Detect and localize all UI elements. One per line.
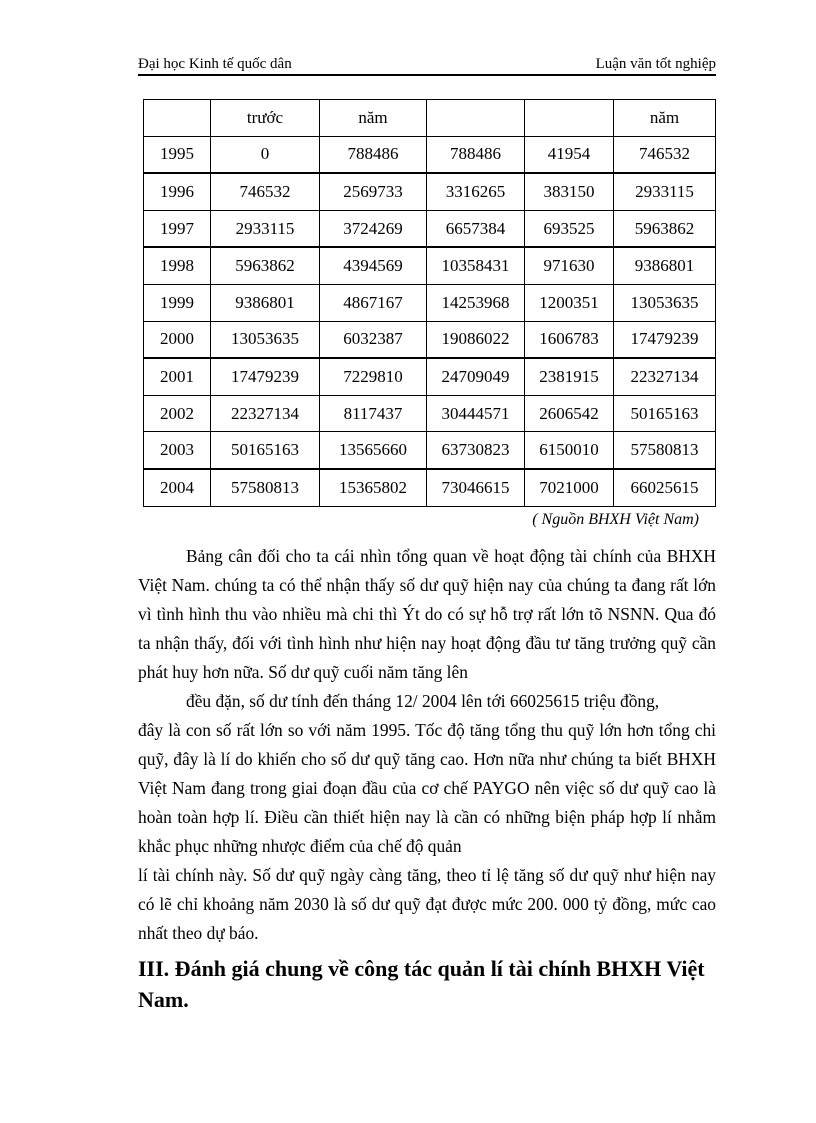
table-cell: 17479239 (211, 358, 320, 395)
table-cell (427, 100, 525, 137)
table-cell: 57580813 (211, 469, 320, 506)
table-row (144, 210, 716, 247)
table-cell: 17479239 (614, 321, 716, 358)
table-row (144, 284, 716, 321)
table-cell: 7021000 (525, 469, 614, 506)
page-header (138, 52, 716, 76)
table-cell: 1995 (144, 136, 211, 173)
table-cell: 73046615 (427, 469, 525, 506)
table-cell: 3316265 (427, 173, 525, 210)
table-cell: 22327134 (211, 395, 320, 432)
table-cell: 2933115 (211, 210, 320, 247)
table-cell: 5963862 (211, 247, 320, 284)
table-cell: 2001 (144, 358, 211, 395)
table-cell: 788486 (427, 136, 525, 173)
table-cell: 971630 (525, 247, 614, 284)
table-cell: 4867167 (320, 284, 427, 321)
table-cell: 383150 (525, 173, 614, 210)
table-cell: 8117437 (320, 395, 427, 432)
table-cell: 9386801 (614, 247, 716, 284)
table-cell: 0 (211, 136, 320, 173)
table-cell: 13565660 (320, 432, 427, 469)
table-row (144, 100, 716, 137)
table-cell: 66025615 (614, 469, 716, 506)
table-cell: 3724269 (320, 210, 427, 247)
table-cell: trước (211, 100, 320, 137)
table-cell: 9386801 (211, 284, 320, 321)
table-cell: 746532 (211, 173, 320, 210)
table-cell: 2004 (144, 469, 211, 506)
paragraph-1: Bảng cân đối cho ta cái nhìn tổng quan về hoạt động tài chính của BHXH Việt Nam. chúng ta có thể nhận thấy số dư quỹ hiện nay của chúng ta đang rất lớn vì tình hình thu vào nhiều mà chi thì Ýt do có sự hỗ trợ rất lớn tõ NSNN. Qua đó ta nhận thấy, đối với tình hình như hiện nay hoạt động đầu tư tăng trưởng quỹ cần phát huy hơn nữa. Số dư quỹ cuối năm tăng lên (138, 546, 716, 682)
table-cell: 6032387 (320, 321, 427, 358)
table-cell (144, 100, 211, 137)
table-cell: 14253968 (427, 284, 525, 321)
table-cell: 15365802 (320, 469, 427, 506)
section-heading: III. Đánh giá chung về công tác quản lí tài chính BHXH Việt Nam. (138, 956, 705, 1012)
source-note: ( Nguồn BHXH Việt Nam) (532, 511, 699, 528)
paragraph-3: lí tài chính này. Số dư quỹ ngày càng tăng, theo tỉ lệ tăng số dư quỹ như hiện nay có lẽ chỉ khoảng năm 2030 là số dư quỹ đạt được mức 200. 000 tỷ đồng, mức cao nhất theo dự báo. (138, 865, 716, 943)
table-cell: 13053635 (211, 321, 320, 358)
table-cell: 1996 (144, 173, 211, 210)
header-document-type: Luận văn tốt nghiệp (595, 56, 716, 72)
table-row (144, 358, 716, 395)
table-cell: 41954 (525, 136, 614, 173)
table-cell: 22327134 (614, 358, 716, 395)
table-row (144, 395, 716, 432)
table-cell: 50165163 (614, 395, 716, 432)
header-university: Đại học Kinh tế quốc dân (138, 56, 292, 72)
table-cell: 19086022 (427, 321, 525, 358)
paragraph-2 (138, 687, 716, 861)
table-cell: 1998 (144, 247, 211, 284)
table-cell: 746532 (614, 136, 716, 173)
paragraph-2-first-line: đều đặn, số dư tính đến tháng 12/ 2004 lên tới 66025615 triệu đồng, (186, 691, 660, 711)
table-cell: 30444571 (427, 395, 525, 432)
table-row (144, 247, 716, 284)
table-cell: 693525 (525, 210, 614, 247)
table-row (144, 469, 716, 506)
table-cell (525, 100, 614, 137)
table-cell: 2381915 (525, 358, 614, 395)
table-cell: 788486 (320, 136, 427, 173)
table-cell: 1999 (144, 284, 211, 321)
table-cell: 63730823 (427, 432, 525, 469)
table-row (144, 321, 716, 358)
table-cell: 2003 (144, 432, 211, 469)
table-cell: 10358431 (427, 247, 525, 284)
table-row (144, 432, 716, 469)
table-cell: 24709049 (427, 358, 525, 395)
table-cell: 1997 (144, 210, 211, 247)
paragraph-2-rest: đây là con số rất lớn so với năm 1995. Tốc độ tăng tổng thu quỹ lớn hơn tổng chi quỹ, đây là lí do khiến cho số dư quỹ tăng cao. Hơn nữa như chúng ta biết BHXH Việt Nam đang trong giai đoạn đầu của cơ chế PAYGO nên việc số dư quỹ cao là hoàn toàn hợp lí. Điều cần thiết hiện nay là cần có những biện pháp hợp lí nhằm khắc phục những nhược điểm của chế độ quản (138, 720, 716, 856)
table-cell: 2002 (144, 395, 211, 432)
table-cell: 6657384 (427, 210, 525, 247)
fund-balance-table (143, 99, 716, 507)
table-cell: 2606542 (525, 395, 614, 432)
table-cell: 4394569 (320, 247, 427, 284)
table-cell: 2569733 (320, 173, 427, 210)
table-cell: 1200351 (525, 284, 614, 321)
table-cell: 1606783 (525, 321, 614, 358)
table-cell: 6150010 (525, 432, 614, 469)
table-cell: 57580813 (614, 432, 716, 469)
table-cell: 2933115 (614, 173, 716, 210)
table-cell: năm (320, 100, 427, 137)
table-cell: 7229810 (320, 358, 427, 395)
table-row (144, 136, 716, 173)
table-cell: 5963862 (614, 210, 716, 247)
table-cell: 2000 (144, 321, 211, 358)
table-cell: 50165163 (211, 432, 320, 469)
table-cell: năm (614, 100, 716, 137)
table-row (144, 173, 716, 210)
table-cell: 13053635 (614, 284, 716, 321)
